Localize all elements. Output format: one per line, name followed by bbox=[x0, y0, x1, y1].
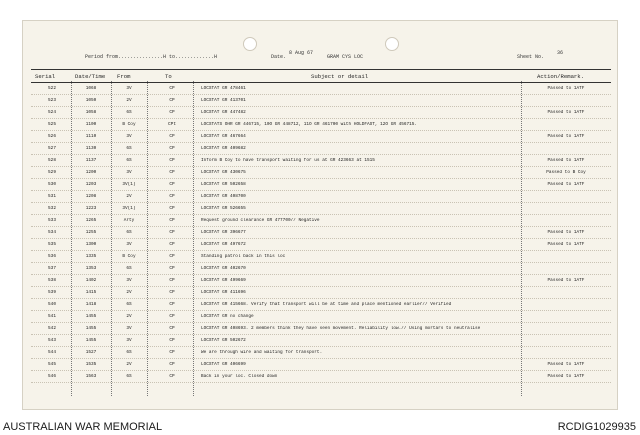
table-row bbox=[31, 179, 611, 191]
table-row bbox=[31, 347, 611, 359]
subject-cell: LOCSTAT GR no change bbox=[201, 314, 254, 319]
to-cell: CP bbox=[169, 230, 175, 235]
from-cell: 6S bbox=[126, 302, 132, 307]
subject-cell: LOCSTATS OHR GR 446715, 10O GR 448712, 11O GR 461700 with HOLDFAST, 12O GR 456715. bbox=[201, 122, 418, 127]
archive-name: AUSTRALIAN WAR MEMORIAL bbox=[3, 421, 163, 433]
from-cell: 3V bbox=[126, 338, 132, 343]
serial-cell: 528 bbox=[48, 158, 56, 163]
action-cell: Passed to 1ATF bbox=[547, 374, 585, 379]
archive-id: RCDIG1029935 bbox=[557, 421, 636, 433]
action-cell: Passed to 1ATF bbox=[547, 242, 585, 247]
time-cell: 1415 bbox=[85, 290, 97, 295]
time-cell: 1050 bbox=[85, 98, 97, 103]
from-cell: 3V bbox=[126, 134, 132, 139]
log-sheet bbox=[22, 20, 618, 410]
punch-hole bbox=[385, 37, 399, 51]
sheet-no-value: 36 bbox=[557, 50, 564, 56]
time-cell: 1455 bbox=[85, 338, 97, 343]
col-subject: Subject or detail bbox=[311, 73, 369, 80]
from-cell: 6S bbox=[126, 266, 132, 271]
serial-cell: 536 bbox=[48, 254, 56, 259]
date-label: Date. bbox=[271, 54, 287, 60]
subject-cell: LOCSTAT GR 499669 bbox=[201, 278, 246, 283]
action-cell: Passed to 1ATF bbox=[547, 230, 585, 235]
from-cell: 3V bbox=[126, 278, 132, 283]
subject-cell: Inform B Coy to have transport waiting for us at GR 423663 at 1515 bbox=[201, 158, 375, 163]
time-cell: 1223 bbox=[85, 206, 97, 211]
time-cell: 1203 bbox=[85, 182, 97, 187]
subject-cell: LOCSTAT GR 415668. Verify that transport will be at time and place mentioned earlier// Verified bbox=[201, 302, 452, 307]
to-cell: CP bbox=[169, 278, 175, 283]
period-field: Period from...............H to.............H bbox=[85, 54, 218, 60]
table-row bbox=[31, 83, 611, 95]
serial-cell: 545 bbox=[48, 362, 56, 367]
from-cell: 3V bbox=[126, 170, 132, 175]
col-action: Action/Remark. bbox=[537, 73, 584, 80]
serial-cell: 539 bbox=[48, 290, 56, 295]
time-cell: 1455 bbox=[85, 326, 97, 331]
from-cell: 6S bbox=[126, 230, 132, 235]
to-cell: CP bbox=[169, 350, 175, 355]
serial-cell: 532 bbox=[48, 206, 56, 211]
to-cell: CP bbox=[169, 86, 175, 91]
table-row bbox=[31, 191, 611, 203]
from-cell: 2V bbox=[126, 98, 132, 103]
archive-footer bbox=[0, 419, 640, 435]
subject-cell: LOCSTAT GR 408693. 2 members think they have seen movement. Reliability low.// Using mortars to neutralise bbox=[201, 326, 481, 331]
from-cell: 3V bbox=[126, 326, 132, 331]
from-cell: 2V bbox=[126, 194, 132, 199]
from-cell: 3V(1) bbox=[122, 206, 136, 211]
col-to: To bbox=[165, 73, 172, 80]
time-cell: 1335 bbox=[85, 254, 97, 259]
from-cell: 6S bbox=[126, 350, 132, 355]
time-cell: 1265 bbox=[85, 218, 97, 223]
sheet-no-label: Sheet No. bbox=[517, 54, 545, 60]
serial-cell: 525 bbox=[48, 122, 56, 127]
to-cell: CP bbox=[169, 98, 175, 103]
to-cell: CP bbox=[169, 290, 175, 295]
to-cell: CP bbox=[169, 326, 175, 331]
time-cell: 1208 bbox=[85, 194, 97, 199]
from-cell: 3V bbox=[126, 242, 132, 247]
column-header bbox=[31, 69, 611, 83]
table-row bbox=[31, 251, 611, 263]
to-cell: CP bbox=[169, 146, 175, 151]
time-cell: 1110 bbox=[85, 134, 97, 139]
time-cell: 1200 bbox=[85, 170, 97, 175]
from-cell: 3V bbox=[126, 86, 132, 91]
from-cell: 3V(1) bbox=[122, 182, 136, 187]
to-cell: CP bbox=[169, 266, 175, 271]
to-cell: CP bbox=[169, 194, 175, 199]
from-cell: 6S bbox=[126, 374, 132, 379]
serial-cell: 544 bbox=[48, 350, 56, 355]
serial-cell: 543 bbox=[48, 338, 56, 343]
subject-cell: LOCSTAT GR 430675 bbox=[201, 170, 246, 175]
action-cell: Passed to 1ATF bbox=[547, 278, 585, 283]
table-row bbox=[31, 323, 611, 335]
action-cell: Passed to 1ATF bbox=[547, 86, 585, 91]
table-row bbox=[31, 143, 611, 155]
table-row bbox=[31, 155, 611, 167]
time-cell: 1058 bbox=[85, 110, 97, 115]
table-row bbox=[31, 215, 611, 227]
time-cell: 1455 bbox=[85, 314, 97, 319]
table-row bbox=[31, 227, 611, 239]
to-cell: CP bbox=[169, 338, 175, 343]
serial-cell: 529 bbox=[48, 170, 56, 175]
subject-cell: LOCSTAT GR 402670 bbox=[201, 266, 246, 271]
to-cell: CP bbox=[169, 134, 175, 139]
from-cell: 2V bbox=[126, 314, 132, 319]
subject-cell: We are through wire and waiting for transport. bbox=[201, 350, 323, 355]
to-cell: CP bbox=[169, 158, 175, 163]
subject-cell: LOCSTAT GR 408700 bbox=[201, 194, 246, 199]
col-from: From bbox=[117, 73, 131, 80]
serial-cell: 541 bbox=[48, 314, 56, 319]
time-cell: 1353 bbox=[85, 266, 97, 271]
serial-cell: 530 bbox=[48, 182, 56, 187]
time-cell: 1402 bbox=[85, 278, 97, 283]
table-row bbox=[31, 107, 611, 119]
from-cell: B Coy bbox=[122, 122, 136, 127]
subject-cell: Standing patrol back in this loc bbox=[201, 254, 286, 259]
action-cell: Passed to 1ATF bbox=[547, 362, 585, 367]
time-cell: 1255 bbox=[85, 230, 97, 235]
from-cell: 2V bbox=[126, 290, 132, 295]
to-cell: CP bbox=[169, 218, 175, 223]
action-cell: Passed to 1ATF bbox=[547, 134, 585, 139]
time-cell: 1300 bbox=[85, 242, 97, 247]
subject-cell: LOCSTAT GR 502672 bbox=[201, 338, 246, 343]
serial-cell: 538 bbox=[48, 278, 56, 283]
to-cell: CP bbox=[169, 170, 175, 175]
table-row bbox=[31, 311, 611, 323]
table-row bbox=[31, 239, 611, 251]
sheet-header bbox=[23, 50, 619, 68]
action-cell: Passed to 1ATF bbox=[547, 182, 585, 187]
subject-cell: Back in your loc. Closed down bbox=[201, 374, 278, 379]
to-cell: CP bbox=[169, 182, 175, 187]
subject-cell: LOCSTAT GR 497672 bbox=[201, 242, 246, 247]
serial-cell: 537 bbox=[48, 266, 56, 271]
serial-cell: 522 bbox=[48, 86, 56, 91]
table-row bbox=[31, 359, 611, 371]
table-row bbox=[31, 119, 611, 131]
serial-cell: 535 bbox=[48, 242, 56, 247]
table-row bbox=[31, 95, 611, 107]
subject-cell: Request ground clearance GR 477700// Negative bbox=[201, 218, 320, 223]
action-cell: Passed to 1ATF bbox=[547, 158, 585, 163]
col-serial: Serial bbox=[35, 73, 56, 80]
subject-cell: LOCSTAT GR 406699 bbox=[201, 362, 246, 367]
place-value: GRAM CYS LOC bbox=[327, 54, 364, 60]
time-cell: 1137 bbox=[85, 158, 97, 163]
action-cell: Passed to 1ATF bbox=[547, 110, 585, 115]
col-datetime: Date/Time bbox=[75, 73, 106, 80]
serial-cell: 533 bbox=[48, 218, 56, 223]
to-cell: CPt bbox=[168, 122, 176, 127]
time-cell: 1527 bbox=[85, 350, 97, 355]
to-cell: CP bbox=[169, 242, 175, 247]
serial-cell: 546 bbox=[48, 374, 56, 379]
time-cell: 1068 bbox=[85, 86, 97, 91]
table-row bbox=[31, 371, 611, 383]
table-row bbox=[31, 167, 611, 179]
serial-cell: 527 bbox=[48, 146, 56, 151]
time-cell: 1535 bbox=[85, 362, 97, 367]
serial-cell: 542 bbox=[48, 326, 56, 331]
from-cell: 2V bbox=[126, 362, 132, 367]
subject-cell: LOCSTAT GR 411696 bbox=[201, 290, 246, 295]
action-cell: Passed to B Coy bbox=[546, 170, 586, 175]
from-cell: Arty bbox=[123, 218, 135, 223]
date-value: 8 Aug 67 bbox=[289, 50, 314, 56]
subject-cell: LOCSTAT GR 396677 bbox=[201, 230, 246, 235]
table-row bbox=[31, 299, 611, 311]
time-cell: 1418 bbox=[85, 302, 97, 307]
from-cell: 6S bbox=[126, 110, 132, 115]
table-row bbox=[31, 131, 611, 143]
subject-cell: LOCSTAT GR 526655 bbox=[201, 206, 246, 211]
serial-cell: 524 bbox=[48, 110, 56, 115]
subject-cell: LOCSTAT GR 502658 bbox=[201, 182, 246, 187]
time-cell: 1100 bbox=[85, 122, 97, 127]
serial-cell: 534 bbox=[48, 230, 56, 235]
to-cell: CP bbox=[169, 254, 175, 259]
from-cell: 6S bbox=[126, 146, 132, 151]
to-cell: CP bbox=[169, 374, 175, 379]
to-cell: CP bbox=[169, 110, 175, 115]
to-cell: CP bbox=[169, 206, 175, 211]
log-entries bbox=[31, 83, 611, 383]
subject-cell: LOCSTAT GR 467664 bbox=[201, 134, 246, 139]
subject-cell: LOCSTAT GR 447482 bbox=[201, 110, 246, 115]
from-cell: B Coy bbox=[122, 254, 136, 259]
subject-cell: LOCSTAT GR 413701 bbox=[201, 98, 246, 103]
punch-hole bbox=[243, 37, 257, 51]
to-cell: CP bbox=[169, 314, 175, 319]
table-row bbox=[31, 335, 611, 347]
to-cell: CP bbox=[169, 302, 175, 307]
table-row bbox=[31, 203, 611, 215]
serial-cell: 523 bbox=[48, 98, 56, 103]
subject-cell: LOCSTAT GR 478461 bbox=[201, 86, 246, 91]
time-cell: 1563 bbox=[85, 374, 97, 379]
time-cell: 1130 bbox=[85, 146, 97, 151]
serial-cell: 526 bbox=[48, 134, 56, 139]
table-row bbox=[31, 263, 611, 275]
serial-cell: 531 bbox=[48, 194, 56, 199]
table-row bbox=[31, 287, 611, 299]
subject-cell: LOCSTAT GR 409682 bbox=[201, 146, 246, 151]
serial-cell: 540 bbox=[48, 302, 56, 307]
from-cell: 6S bbox=[126, 158, 132, 163]
to-cell: CP bbox=[169, 362, 175, 367]
table-row bbox=[31, 275, 611, 287]
